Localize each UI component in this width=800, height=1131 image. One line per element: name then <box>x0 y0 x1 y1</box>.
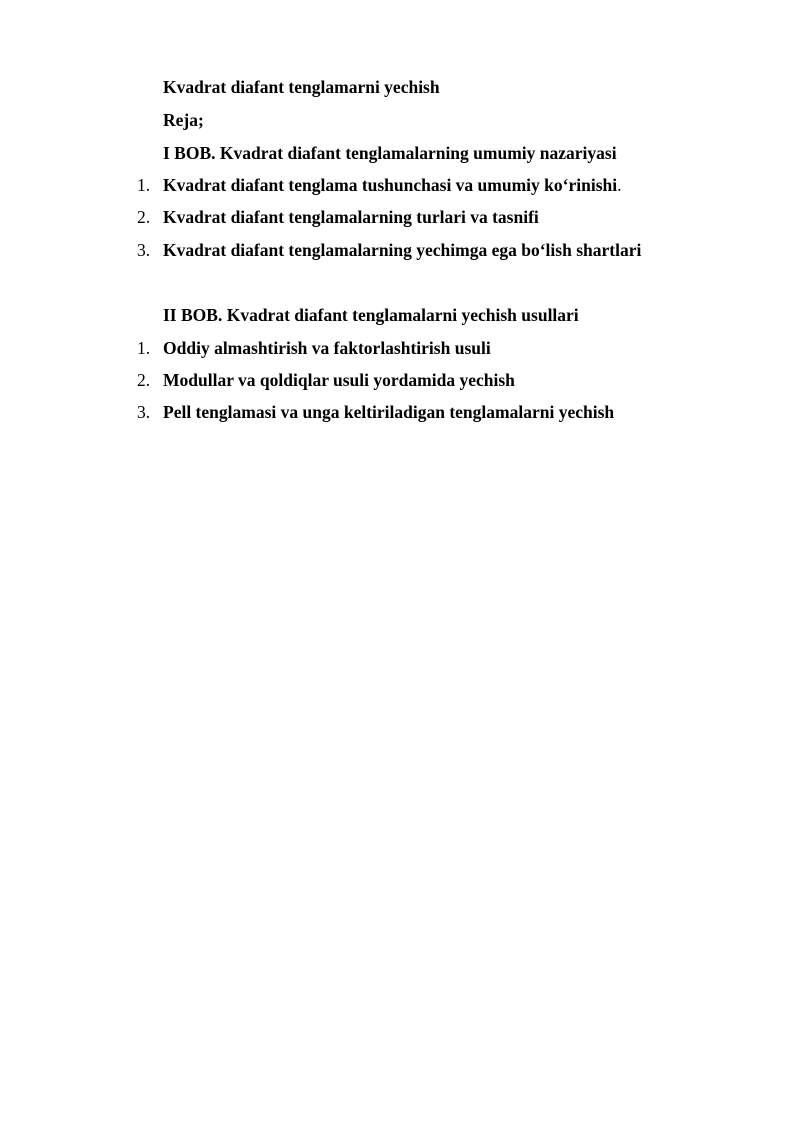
list-item-text: Modullar va qoldiqlar usuli yordamida yechish <box>163 370 515 390</box>
chapter-2-heading: II BOB. Kvadrat diafant tenglamalarni yechish usullari <box>163 305 579 325</box>
list-item-label: Kvadrat diafant tenglama tushunchasi va umumiy ko‘rinishi <box>163 175 618 195</box>
list-item-suffix: . <box>617 175 622 195</box>
document-title: Kvadrat diafant tenglamarni yechish <box>163 77 440 97</box>
chapter-1-heading: I BOB. Kvadrat diafant tenglamalarning umumiy nazariyasi <box>163 143 617 163</box>
list-number: 3. <box>137 240 151 260</box>
list-item-text: Kvadrat diafant tenglamalarning yechimga ega bo‘lish shartlari <box>163 240 642 260</box>
list-number: 1. <box>137 338 151 358</box>
list-number: 3. <box>137 402 151 422</box>
list-item-text <box>163 175 621 195</box>
list-number: 2. <box>137 370 151 390</box>
plan-label: Reja; <box>163 110 204 130</box>
list-item-text: Pell tenglamasi va unga keltiriladigan tenglamalarni yechish <box>163 402 615 422</box>
list-item-text: Kvadrat diafant tenglamalarning turlari va tasnifi <box>163 207 539 227</box>
list-item-text: Oddiy almashtirish va faktorlashtirish usuli <box>163 338 491 358</box>
list-number: 2. <box>137 207 151 227</box>
list-number: 1. <box>137 175 151 195</box>
